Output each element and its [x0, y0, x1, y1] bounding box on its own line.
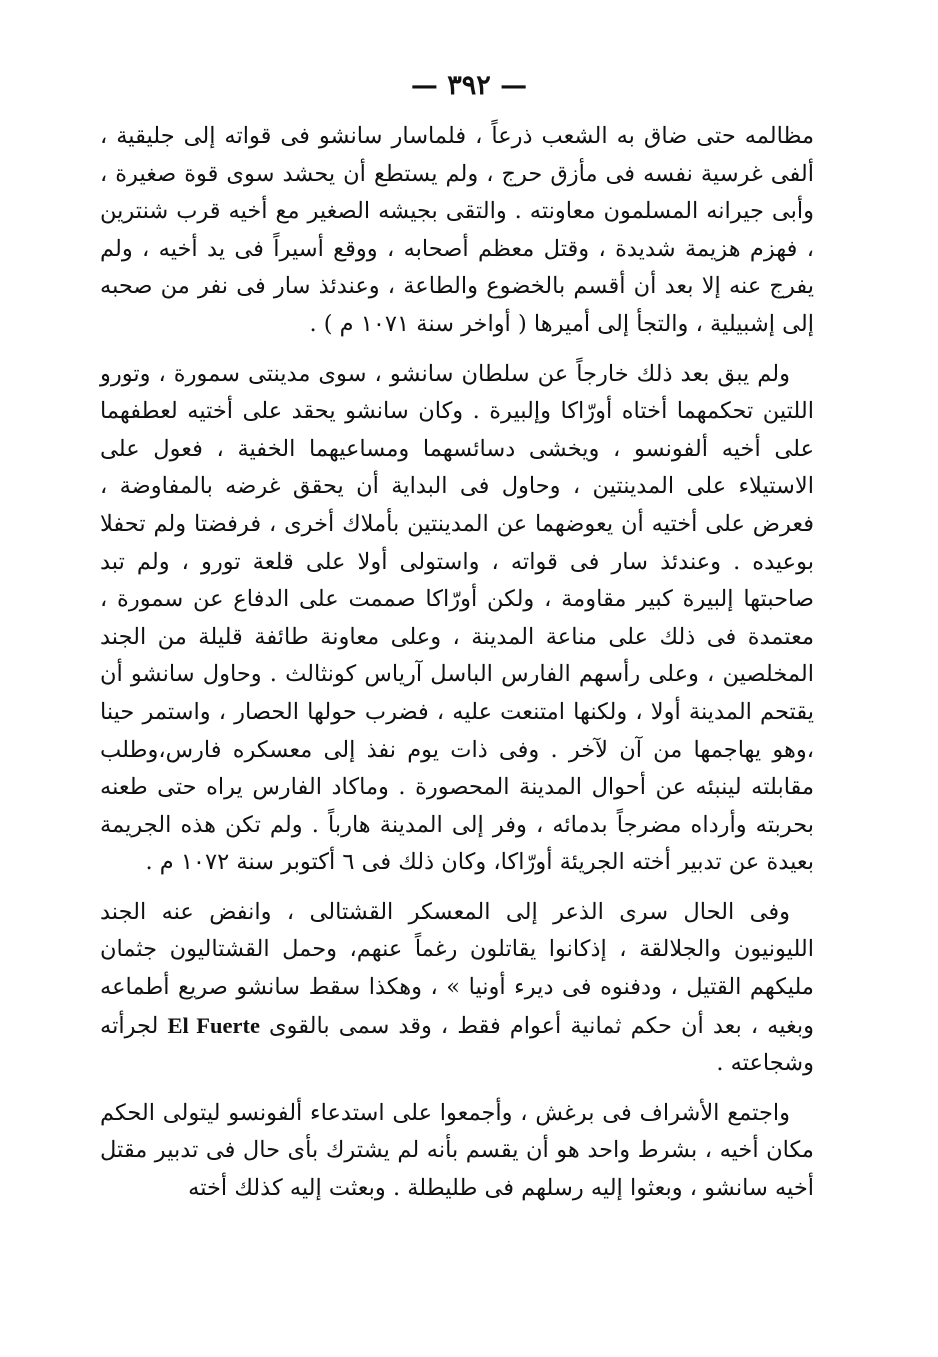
paragraph-3-text-before: وفى الحال سرى الذعر إلى المعسكر القشتالى ، وانفض عنه الجند الليونيون والجلالقة ، إذكانوا يقاتلون رغماً عنهم، وحمل القشتاليون جثمان مليكهم القتيل ، ودفنوه فى ديرء أونيا » ، وهكذا سقط سانشو صريع أطماعه وبغيه ، بعد أن حكم ثمانية أعوام فقط ، وقد سمى بالقوى	[100, 898, 815, 1039]
page-number: — ٣٩٢ —	[410, 70, 528, 101]
paragraph-2: ولم يبق بعد ذلك خارجاً عن سلطان سانشو ، سوى مدينتى سمورة ، وتورو اللتين تحكمهما أختاه أورّاكا وإلبيرة . وكان سانشو يحقد على أختيه لعطفهما على أخيه ألفونسو ، ويخشى دسائسهما ومساعيهما الخفية ، فعول على الاستيلاء على المدينتين ، وحاول فى البداية أن يحقق غرضه بالمفاوضة ، فعرض على أختيه أن يعوضهما عن المدينتين بأملاك أخرى ، فرفضتا ولم تحفلا بوعيده . وعندئذ سار فى قواته ، واستولى أولا على قلعة تورو ، ولم تبد صاحبتها إلبيرة كبير مقاومة ، ولكن أورّاكا صممت على الدفاع عن سمورة ، معتمدة فى ذلك على مناعة المدينة ، وعلى معاونة طائفة قليلة من الجند المخلصين ، وعلى رأسهم الفارس الباسل آرياس كونثالث . وحاول سانشو أن يقتحم المدينة أولا ، ولكنها امتنعت عليه ، فضرب حولها الحصار ، واستمر حينا ،وهو يهاجمها من آن لآخر . وفى ذات يوم نفذ إلى معسكره فارس،وطلب مقابلته لينبئه عن أحوال المدينة المحصورة . وماكاد الفارس يراه حتى طعنه بحربته وأرداه مضرجاً بدمائه ، وفر إلى المدينة هارباً . ولم تكن هذه الجريمة بعيدة عن تدبير أخته الجريئة أورّاكا، وكان ذلك فى ٦ أكتوبر سنة ١٠٧٢ م .	[100, 360, 814, 876]
paragraph-3-text-after: لجرأته وشجاعته .	[100, 1012, 814, 1077]
latin-term: El Fuerte	[167, 1012, 260, 1038]
paragraph-4: واجتمع الأشراف فى برغش ، وأجمعوا على استدعاء ألفونسو ليتولى الحكم مكان أخيه ، بشرط واحد هو أن يقسم بأنه لم يشترك بأى حال فى تدبير مقتل أخيه سانشو ، وبعثوا إليه رسلهم فى طليطلة . وبعثت إليه كذلك أخته	[100, 1099, 814, 1202]
paragraph-3	[100, 894, 814, 1083]
paragraph-1: مظالمه حتى ضاق به الشعب ذرعاً ، فلماسار سانشو فى قواته إلى جليقية ، ألفى غرسية نفسه فى مأزق حرج ، ولم يستطع أن يحشد سوى قوة صغيرة ، وأبى جيرانه المسلمون معاونته . والتقى بجيشه الصغير مع أخيه قرب شنترين ، فهزم هزيمة شديدة ، وقتل معظم أصحابه ، ووقع أسيراً فى يد أخيه ، ولم يفرج عنه إلا بعد أن أقسم بالخضوع والطاعة ، وعندئذ سار فى نفر من صحبه إلى إشبيلية ، والتجأ إلى أميرها ( أواخر سنة ١٠٧١ م ) .	[100, 123, 814, 337]
body-text	[100, 118, 814, 1208]
